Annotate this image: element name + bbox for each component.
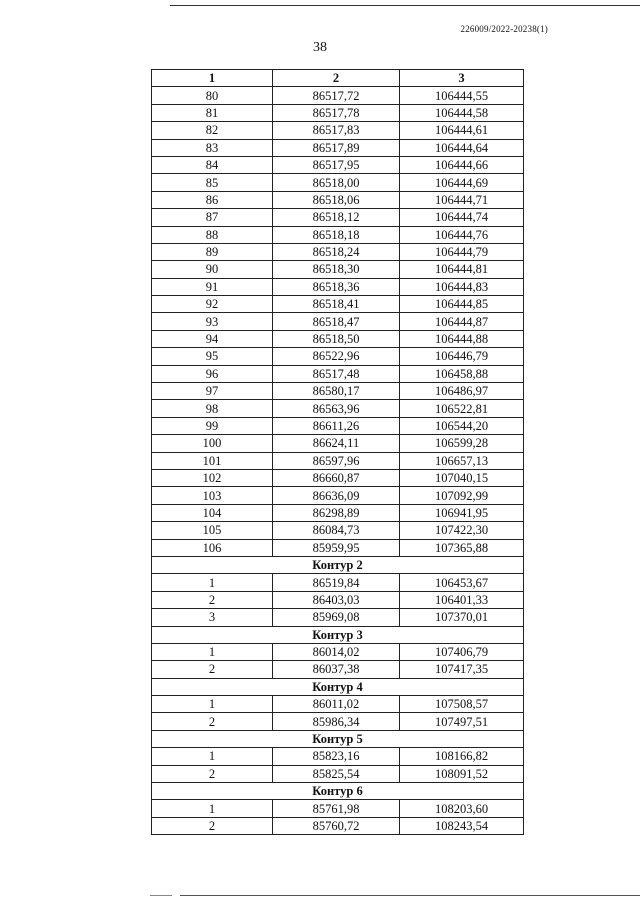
y-coordinate-cell: 108091,52 bbox=[400, 765, 524, 782]
y-coordinate-cell: 106453,67 bbox=[400, 574, 524, 591]
table-row bbox=[152, 122, 524, 139]
point-number-cell: 3 bbox=[152, 609, 273, 626]
section-header-row bbox=[152, 678, 524, 695]
table-row bbox=[152, 609, 524, 626]
y-coordinate-cell: 107406,79 bbox=[400, 643, 524, 660]
point-number-cell: 100 bbox=[152, 435, 273, 452]
y-coordinate-cell: 106444,58 bbox=[400, 104, 524, 121]
header-rule bbox=[170, 5, 640, 6]
point-number-cell: 92 bbox=[152, 296, 273, 313]
point-number-cell: 93 bbox=[152, 313, 273, 330]
point-number-cell: 86 bbox=[152, 191, 273, 208]
x-coordinate-cell: 86517,48 bbox=[273, 365, 400, 382]
y-coordinate-cell: 107417,35 bbox=[400, 661, 524, 678]
y-coordinate-cell: 106444,76 bbox=[400, 226, 524, 243]
x-coordinate-cell: 86403,03 bbox=[273, 591, 400, 608]
table-body bbox=[152, 87, 524, 835]
y-coordinate-cell: 107040,15 bbox=[400, 469, 524, 486]
y-coordinate-cell: 107497,51 bbox=[400, 713, 524, 730]
y-coordinate-cell: 106444,69 bbox=[400, 174, 524, 191]
x-coordinate-cell: 85986,34 bbox=[273, 713, 400, 730]
y-coordinate-cell: 106444,87 bbox=[400, 313, 524, 330]
point-number-cell: 1 bbox=[152, 748, 273, 765]
x-coordinate-cell: 86518,12 bbox=[273, 209, 400, 226]
x-coordinate-cell: 86084,73 bbox=[273, 522, 400, 539]
x-coordinate-cell: 86597,96 bbox=[273, 452, 400, 469]
x-coordinate-cell: 86518,47 bbox=[273, 313, 400, 330]
column-header-1: 1 bbox=[152, 70, 273, 87]
y-coordinate-cell: 106444,79 bbox=[400, 243, 524, 260]
x-coordinate-cell: 86518,36 bbox=[273, 278, 400, 295]
point-number-cell: 1 bbox=[152, 800, 273, 817]
table-row bbox=[152, 313, 524, 330]
x-coordinate-cell: 86518,24 bbox=[273, 243, 400, 260]
point-number-cell: 87 bbox=[152, 209, 273, 226]
table-row bbox=[152, 104, 524, 121]
x-coordinate-cell: 86517,83 bbox=[273, 122, 400, 139]
table-row bbox=[152, 504, 524, 521]
x-coordinate-cell: 86611,26 bbox=[273, 417, 400, 434]
point-number-cell: 88 bbox=[152, 226, 273, 243]
y-coordinate-cell: 106444,61 bbox=[400, 122, 524, 139]
table-row bbox=[152, 417, 524, 434]
x-coordinate-cell: 85969,08 bbox=[273, 609, 400, 626]
point-number-cell: 99 bbox=[152, 417, 273, 434]
x-coordinate-cell: 86014,02 bbox=[273, 643, 400, 660]
x-coordinate-cell: 85823,16 bbox=[273, 748, 400, 765]
table-row bbox=[152, 87, 524, 104]
x-coordinate-cell: 86636,09 bbox=[273, 487, 400, 504]
x-coordinate-cell: 86518,50 bbox=[273, 330, 400, 347]
x-coordinate-cell: 86518,06 bbox=[273, 191, 400, 208]
point-number-cell: 94 bbox=[152, 330, 273, 347]
x-coordinate-cell: 86298,89 bbox=[273, 504, 400, 521]
table-row bbox=[152, 817, 524, 834]
column-header-2: 2 bbox=[273, 70, 400, 87]
table-row bbox=[152, 174, 524, 191]
table-row bbox=[152, 261, 524, 278]
x-coordinate-cell: 85761,98 bbox=[273, 800, 400, 817]
section-label: Контур 3 bbox=[152, 626, 524, 643]
table-row bbox=[152, 348, 524, 365]
x-coordinate-cell: 86563,96 bbox=[273, 400, 400, 417]
x-coordinate-cell: 86517,95 bbox=[273, 156, 400, 173]
x-coordinate-cell: 86518,30 bbox=[273, 261, 400, 278]
page-number: 38 bbox=[313, 40, 327, 55]
table-row bbox=[152, 139, 524, 156]
column-header-3: 3 bbox=[400, 70, 524, 87]
y-coordinate-cell: 108203,60 bbox=[400, 800, 524, 817]
point-number-cell: 98 bbox=[152, 400, 273, 417]
footer-dash bbox=[150, 895, 172, 896]
y-coordinate-cell: 106444,81 bbox=[400, 261, 524, 278]
table-row bbox=[152, 765, 524, 782]
y-coordinate-cell: 106444,64 bbox=[400, 139, 524, 156]
table-row bbox=[152, 539, 524, 556]
x-coordinate-cell: 86037,38 bbox=[273, 661, 400, 678]
section-label: Контур 4 bbox=[152, 678, 524, 695]
table-row bbox=[152, 522, 524, 539]
x-coordinate-cell: 86517,72 bbox=[273, 87, 400, 104]
point-number-cell: 102 bbox=[152, 469, 273, 486]
y-coordinate-cell: 106444,83 bbox=[400, 278, 524, 295]
point-number-cell: 90 bbox=[152, 261, 273, 278]
point-number-cell: 1 bbox=[152, 574, 273, 591]
document-number: 226009/2022-20238(1) bbox=[460, 24, 548, 34]
point-number-cell: 2 bbox=[152, 591, 273, 608]
table-row bbox=[152, 435, 524, 452]
y-coordinate-cell: 106444,88 bbox=[400, 330, 524, 347]
section-header-row bbox=[152, 730, 524, 747]
point-number-cell: 2 bbox=[152, 817, 273, 834]
x-coordinate-cell: 86624,11 bbox=[273, 435, 400, 452]
table-row bbox=[152, 574, 524, 591]
table-row bbox=[152, 643, 524, 660]
x-coordinate-cell: 85825,54 bbox=[273, 765, 400, 782]
table-row bbox=[152, 487, 524, 504]
point-number-cell: 97 bbox=[152, 383, 273, 400]
y-coordinate-cell: 106444,55 bbox=[400, 87, 524, 104]
y-coordinate-cell: 106444,74 bbox=[400, 209, 524, 226]
point-number-cell: 82 bbox=[152, 122, 273, 139]
y-coordinate-cell: 106941,95 bbox=[400, 504, 524, 521]
table-row bbox=[152, 696, 524, 713]
section-header-row bbox=[152, 626, 524, 643]
point-number-cell: 96 bbox=[152, 365, 273, 382]
y-coordinate-cell: 106657,13 bbox=[400, 452, 524, 469]
table-row bbox=[152, 226, 524, 243]
y-coordinate-cell: 106458,88 bbox=[400, 365, 524, 382]
y-coordinate-cell: 106444,85 bbox=[400, 296, 524, 313]
y-coordinate-cell: 107365,88 bbox=[400, 539, 524, 556]
point-number-cell: 95 bbox=[152, 348, 273, 365]
y-coordinate-cell: 107092,99 bbox=[400, 487, 524, 504]
y-coordinate-cell: 106444,71 bbox=[400, 191, 524, 208]
y-coordinate-cell: 108243,54 bbox=[400, 817, 524, 834]
x-coordinate-cell: 86011,02 bbox=[273, 696, 400, 713]
x-coordinate-cell: 86660,87 bbox=[273, 469, 400, 486]
table-row bbox=[152, 191, 524, 208]
point-number-cell: 84 bbox=[152, 156, 273, 173]
x-coordinate-cell: 86517,78 bbox=[273, 104, 400, 121]
table-row bbox=[152, 713, 524, 730]
y-coordinate-cell: 106522,81 bbox=[400, 400, 524, 417]
x-coordinate-cell: 86519,84 bbox=[273, 574, 400, 591]
point-number-cell: 2 bbox=[152, 765, 273, 782]
point-number-cell: 101 bbox=[152, 452, 273, 469]
table-row bbox=[152, 800, 524, 817]
section-label: Контур 5 bbox=[152, 730, 524, 747]
coordinates-table bbox=[151, 69, 524, 835]
table-row bbox=[152, 748, 524, 765]
section-label: Контур 6 bbox=[152, 783, 524, 800]
table-row bbox=[152, 243, 524, 260]
section-header-row bbox=[152, 783, 524, 800]
point-number-cell: 85 bbox=[152, 174, 273, 191]
point-number-cell: 1 bbox=[152, 643, 273, 660]
table-row bbox=[152, 452, 524, 469]
y-coordinate-cell: 106446,79 bbox=[400, 348, 524, 365]
x-coordinate-cell: 86518,41 bbox=[273, 296, 400, 313]
point-number-cell: 89 bbox=[152, 243, 273, 260]
table-row bbox=[152, 209, 524, 226]
section-header-row bbox=[152, 556, 524, 573]
point-number-cell: 91 bbox=[152, 278, 273, 295]
footer-rule bbox=[180, 895, 640, 896]
y-coordinate-cell: 106486,97 bbox=[400, 383, 524, 400]
y-coordinate-cell: 107508,57 bbox=[400, 696, 524, 713]
y-coordinate-cell: 107422,30 bbox=[400, 522, 524, 539]
section-label: Контур 2 bbox=[152, 556, 524, 573]
table-row bbox=[152, 661, 524, 678]
point-number-cell: 104 bbox=[152, 504, 273, 521]
point-number-cell: 80 bbox=[152, 87, 273, 104]
point-number-cell: 105 bbox=[152, 522, 273, 539]
x-coordinate-cell: 86522,96 bbox=[273, 348, 400, 365]
y-coordinate-cell: 106599,28 bbox=[400, 435, 524, 452]
x-coordinate-cell: 86517,89 bbox=[273, 139, 400, 156]
table-row bbox=[152, 469, 524, 486]
table-row bbox=[152, 278, 524, 295]
table-row bbox=[152, 296, 524, 313]
x-coordinate-cell: 85959,95 bbox=[273, 539, 400, 556]
table-row bbox=[152, 400, 524, 417]
x-coordinate-cell: 85760,72 bbox=[273, 817, 400, 834]
y-coordinate-cell: 108166,82 bbox=[400, 748, 524, 765]
y-coordinate-cell: 106544,20 bbox=[400, 417, 524, 434]
table-row bbox=[152, 591, 524, 608]
point-number-cell: 106 bbox=[152, 539, 273, 556]
x-coordinate-cell: 86518,18 bbox=[273, 226, 400, 243]
table-row bbox=[152, 365, 524, 382]
point-number-cell: 103 bbox=[152, 487, 273, 504]
y-coordinate-cell: 106401,33 bbox=[400, 591, 524, 608]
table-row bbox=[152, 330, 524, 347]
table-row bbox=[152, 156, 524, 173]
y-coordinate-cell: 106444,66 bbox=[400, 156, 524, 173]
point-number-cell: 83 bbox=[152, 139, 273, 156]
table-row bbox=[152, 383, 524, 400]
point-number-cell: 1 bbox=[152, 696, 273, 713]
x-coordinate-cell: 86518,00 bbox=[273, 174, 400, 191]
point-number-cell: 81 bbox=[152, 104, 273, 121]
point-number-cell: 2 bbox=[152, 661, 273, 678]
x-coordinate-cell: 86580,17 bbox=[273, 383, 400, 400]
y-coordinate-cell: 107370,01 bbox=[400, 609, 524, 626]
point-number-cell: 2 bbox=[152, 713, 273, 730]
table-header-row bbox=[152, 70, 524, 87]
